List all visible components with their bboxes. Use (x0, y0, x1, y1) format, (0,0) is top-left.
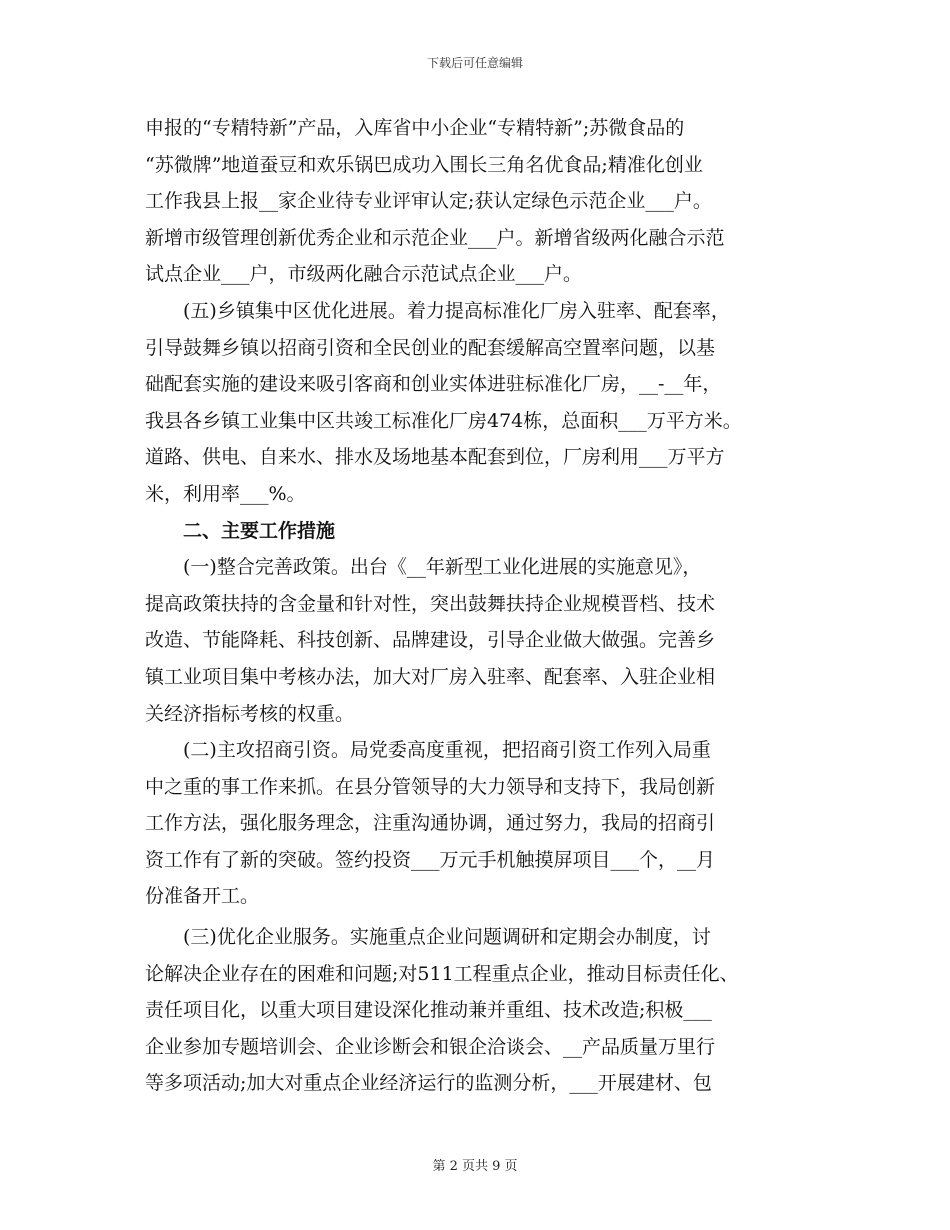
body-line: 中之重的事工作来抓。在县分管领导的大力领导和支持下，我局创新 (145, 775, 716, 798)
page-footer: 第 2 页共 9 页 (432, 1159, 518, 1174)
body-line: 企业参加专题培训会、企业诊断会和银企洽谈会、__产品质量万里行 (145, 1035, 716, 1058)
body-line: “苏微牌”地道蚕豆和欢乐锅巴成功入围长三角名优食品;精准化创业 (145, 153, 703, 176)
body-line: 新增市级管理创新优秀企业和示范企业___户。新增省级两化融合示范 (145, 226, 725, 249)
body-line: 工作方法，强化服务理念，注重沟通协调，通过努力，我局的招商引 (145, 812, 716, 835)
body-line: 试点企业___户，市级两化融合示范试点企业___户。 (145, 263, 583, 286)
body-line: 等多项活动;加大对重点企业经济运行的监测分析，___开展建材、包 (145, 1072, 712, 1095)
body-line: 提高政策扶持的含金量和针对性，突出鼓舞扶持企业规模晋档、技术 (145, 592, 716, 615)
body-line: 责任项目化，以重大项目建设深化推动兼并重组、技术改造;积极___ (145, 999, 712, 1022)
section-heading: 二、主要工作措施 (183, 519, 336, 542)
body-line: 镇工业项目集中考核办法，加大对厂房入驻率、配套率、入驻企业相 (145, 665, 716, 688)
body-line: 论解决企业存在的困难和问题;对511工程重点企业，推动目标责任化、 (145, 962, 739, 985)
body-line: 础配套实施的建设来吸引客商和创业实体进驻标准化厂房，__-__年， (145, 373, 722, 396)
body-line: 申报的“专精特新”产品，入库省中小企业“专精特新”;苏微食品的 (145, 117, 685, 139)
body-line: 资工作有了新的突破。签约投资___万元手机触摸屏项目___个，__月 (145, 848, 716, 871)
body-line: 引导鼓舞乡镇以招商引资和全民创业的配套缓解高空置率问题，以基 (145, 336, 716, 359)
paragraph-start-line: (五)乡镇集中区优化进展。着力提高标准化厂房入驻率、配套率， (183, 299, 730, 322)
page-header: 下载后可任意编辑 (426, 56, 523, 70)
body-line: 份准备开工。 (145, 885, 260, 908)
paragraph-start-line: (一)整合完善政策。出台《__年新型工业化进展的实施意见》， (183, 556, 702, 579)
body-line: 我县各乡镇工业集中区共竣工标准化厂房474栋，总面积___万平方米。 (145, 409, 742, 432)
paragraph-start-line: (三)优化企业服务。实施重点企业问题调研和定期会办制度，讨 (183, 926, 711, 949)
body-line: 改造、节能降耗、科技创新、品牌建设，引导企业做大做强。完善乡 (145, 629, 716, 652)
body-line: 米，利用率___%。 (145, 482, 306, 505)
body-line: 工作我县上报__家企业待专业评审认定;获认定绿色示范企业___户。 (145, 190, 712, 213)
body-line: 关经济指标考核的权重。 (145, 702, 355, 725)
document-body (145, 110, 825, 1102)
body-line: 道路、供电、自来水、排水及场地基本配套到位，厂房利用___万平方 (145, 446, 725, 469)
paragraph-start-line: (二)主攻招商引资。局党委高度重视，把招商引资工作列入局重 (183, 739, 711, 762)
